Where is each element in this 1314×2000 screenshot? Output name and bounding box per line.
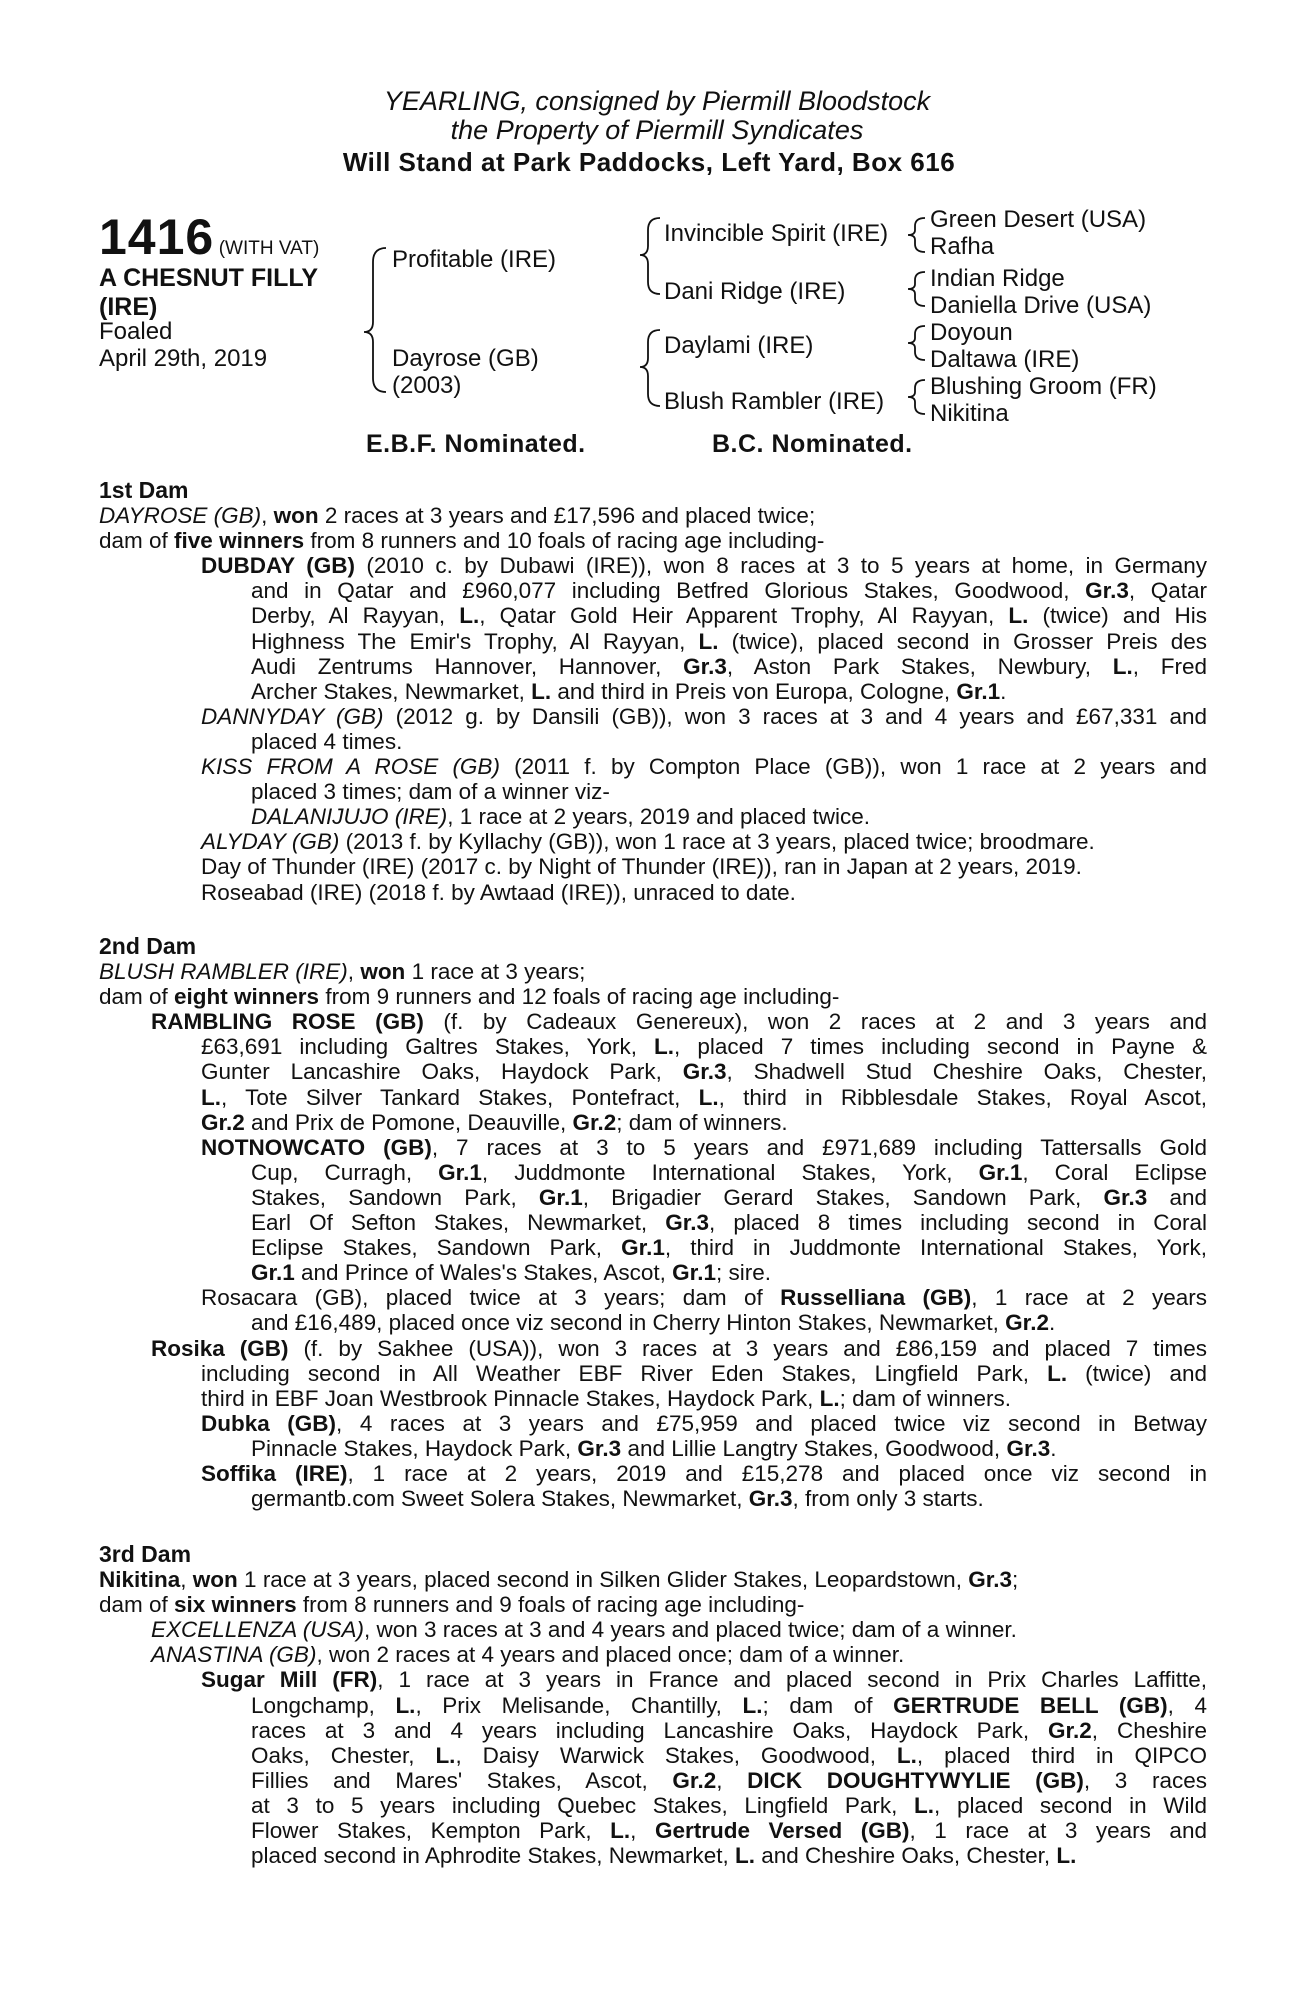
second-dam-heading: 2nd Dam bbox=[99, 933, 197, 959]
second-dam-line: Eclipse Stakes, Sandown Park, Gr.1, third in Juddmonte International Stakes, York, bbox=[251, 1235, 1207, 1261]
first-dam-line: and in Qatar and £960,077 including Betfred Glorious Stakes, Goodwood, Gr.3, Qatar bbox=[251, 578, 1207, 604]
lot-number: 1416 bbox=[99, 209, 215, 265]
bc-nomination: B.C. Nominated. bbox=[712, 430, 913, 458]
ped-sd-dam: Daniella Drive (USA) bbox=[930, 292, 1152, 319]
bracket-gen1 bbox=[364, 248, 386, 392]
bracket-ds bbox=[908, 326, 925, 360]
second-dam-line: third in EBF Joan Westbrook Pinnacle Stakes, Haydock Park, L.; dam of winners. bbox=[201, 1385, 1011, 1411]
first-dam-line: DAYROSE (GB), won 2 races at 3 years and £17,596 and placed twice; bbox=[99, 503, 816, 529]
first-dam-line: DALANIJUJO (IRE), 1 race at 2 years, 2019 and placed twice. bbox=[251, 804, 871, 830]
ped-sire-dam: Dani Ridge (IRE) bbox=[664, 278, 846, 305]
second-dam-line: Stakes, Sandown Park, Gr.1, Brigadier Gerard Stakes, Sandown Park, Gr.3 and bbox=[251, 1184, 1207, 1210]
ped-ds-dam: Daltawa (IRE) bbox=[930, 346, 1080, 373]
first-dam-line: dam of five winners from 8 runners and 10 foals of racing age including- bbox=[99, 528, 825, 554]
lot-name-line1: A CHESNUT FILLY bbox=[99, 264, 318, 292]
second-dam-line: Gr.2 and Prix de Pomone, Deauville, Gr.2; dam of winners. bbox=[201, 1109, 788, 1135]
ped-dd-sire: Blushing Groom (FR) bbox=[930, 373, 1157, 400]
second-dam-line: RAMBLING ROSE (GB) (f. by Cadeaux Genereux), won 2 races at 2 and 3 years and bbox=[151, 1009, 1207, 1035]
third-dam-line: races at 3 and 4 years including Lancashire Oaks, Haydock Park, Gr.2, Cheshire bbox=[251, 1717, 1207, 1743]
second-dam-line: Earl Of Sefton Stakes, Newmarket, Gr.3, placed 8 times including second in Coral bbox=[251, 1210, 1208, 1236]
third-dam-line: placed second in Aphrodite Stakes, Newmarket, L. and Cheshire Oaks, Chester, L. bbox=[251, 1843, 1077, 1869]
second-dam-line: Rosika (GB) (f. by Sakhee (USA)), won 3 races at 3 years and £86,159 and placed 7 times bbox=[151, 1335, 1207, 1361]
foaled-label: Foaled bbox=[99, 318, 173, 345]
bracket-sire bbox=[640, 218, 660, 294]
bracket-sd bbox=[908, 272, 925, 306]
first-dam-line: Audi Zentrums Hannover, Hannover, Gr.3, Aston Park Stakes, Newbury, L., Fred bbox=[251, 653, 1207, 679]
first-dam-line: KISS FROM A ROSE (GB) (2011 f. by Compton Place (GB)), won 1 race at 2 years and bbox=[201, 754, 1207, 780]
first-dam-line: DANNYDAY (GB) (2012 g. by Dansili (GB)), won 3 races at 3 and 4 years and £67,331 and bbox=[201, 703, 1207, 729]
second-dam-line: Soffika (IRE), 1 race at 2 years, 2019 and £15,278 and placed once viz second in bbox=[201, 1460, 1207, 1486]
first-dam-line: placed 3 times; dam of a winner viz- bbox=[251, 779, 610, 805]
ped-dam: Dayrose (GB) bbox=[392, 345, 539, 372]
second-dam-line: Gunter Lancashire Oaks, Haydock Park, Gr.3, Shadwell Stud Cheshire Oaks, Chester, bbox=[201, 1059, 1208, 1085]
third-dam-line: Flower Stakes, Kempton Park, L., Gertrude Versed (GB), 1 race at 3 years and bbox=[251, 1818, 1207, 1844]
second-dam-line: including second in All Weather EBF River Eden Stakes, Lingfield Park, L. (twice) and bbox=[201, 1360, 1207, 1386]
third-dam-line: Nikitina, won 1 race at 3 years, placed second in Silken Glider Stakes, Leopardstown, Gr.3; bbox=[99, 1567, 1019, 1593]
ped-dd-dam: Nikitina bbox=[930, 400, 1009, 427]
first-dam-line: Roseabad (IRE) (2018 f. by Awtaad (IRE)), unraced to date. bbox=[201, 879, 796, 905]
ped-sd-sire: Indian Ridge bbox=[930, 265, 1065, 292]
header-consignor: YEARLING, consigned by Piermill Bloodstock bbox=[383, 86, 931, 116]
third-dam-line: dam of six winners from 8 runners and 9 foals of racing age including- bbox=[99, 1592, 805, 1618]
ped-dam-sire: Daylami (IRE) bbox=[664, 332, 814, 359]
ped-dam-year: (2003) bbox=[392, 372, 462, 399]
first-dam-line: Day of Thunder (IRE) (2017 c. by Night of Thunder (IRE)), ran in Japan at 2 years, 2019. bbox=[201, 854, 1082, 880]
ped-sire-sire: Invincible Spirit (IRE) bbox=[664, 220, 889, 247]
first-dam-line: placed 4 times. bbox=[251, 728, 403, 754]
third-dam-line: Fillies and Mares' Stakes, Ascot, Gr.2, DICK DOUGHTYWYLIE (GB), 3 races bbox=[251, 1767, 1207, 1793]
second-dam-line: Cup, Curragh, Gr.1, Juddmonte International Stakes, York, Gr.1, Coral Eclipse bbox=[251, 1159, 1207, 1185]
third-dam-line: Oaks, Chester, L., Daisy Warwick Stakes, Goodwood, L., placed third in QIPCO bbox=[251, 1742, 1207, 1768]
third-dam-line: Longchamp, L., Prix Melisande, Chantilly, L.; dam of GERTRUDE BELL (GB), 4 bbox=[251, 1692, 1207, 1718]
second-dam-line: Pinnacle Stakes, Haydock Park, Gr.3 and Lillie Langtry Stakes, Goodwood, Gr.3. bbox=[251, 1435, 1057, 1461]
header-property: the Property of Piermill Syndicates bbox=[450, 115, 864, 145]
third-dam-line: EXCELLENZA (USA), won 3 races at 3 and 4 years and placed twice; dam of a winner. bbox=[151, 1617, 1017, 1643]
bracket-ss bbox=[908, 218, 925, 252]
foaled-date: April 29th, 2019 bbox=[99, 345, 268, 372]
second-dam-line: dam of eight winners from 9 runners and 12 foals of racing age including- bbox=[99, 984, 840, 1010]
ped-ds-sire: Doyoun bbox=[930, 319, 1013, 346]
second-dam-line: germantb.com Sweet Solera Stakes, Newmarket, Gr.3, from only 3 starts. bbox=[251, 1486, 984, 1512]
third-dam-line: at 3 to 5 years including Quebec Stakes, Lingfield Park, L., placed second in Wild bbox=[251, 1792, 1208, 1818]
second-dam-line: Gr.1 and Prince of Wales's Stakes, Ascot, Gr.1; sire. bbox=[251, 1260, 771, 1286]
second-dam-line: Dubka (GB), 4 races at 3 years and £75,959 and placed twice viz second in Betway bbox=[201, 1410, 1207, 1436]
third-dam-heading: 3rd Dam bbox=[99, 1541, 192, 1567]
third-dam-section bbox=[99, 1542, 1207, 1868]
bracket-dam bbox=[640, 330, 660, 406]
first-dam-line: Highness The Emir's Trophy, Al Rayyan, L. (twice), placed second in Grosser Preis des bbox=[251, 628, 1207, 654]
ped-ss-sire: Green Desert (USA) bbox=[930, 206, 1147, 233]
second-dam-line: BLUSH RAMBLER (IRE), won 1 race at 3 years; bbox=[99, 959, 586, 985]
third-dam-line: ANASTINA (GB), won 2 races at 4 years and placed once; dam of a winner. bbox=[151, 1642, 905, 1668]
ebf-nomination: E.B.F. Nominated. bbox=[366, 430, 586, 458]
second-dam-line: and £16,489, placed once viz second in Cherry Hinton Stakes, Newmarket, Gr.2. bbox=[251, 1310, 1056, 1336]
header-stand: Will Stand at Park Paddocks, Left Yard, Box 616 bbox=[342, 147, 956, 177]
second-dam-line: NOTNOWCATO (GB), 7 races at 3 to 5 years and £971,689 including Tattersalls Gold bbox=[201, 1134, 1207, 1160]
ped-dam-dam: Blush Rambler (IRE) bbox=[664, 388, 885, 415]
second-dam-line: £63,691 including Galtres Stakes, York, L., placed 7 times including second in Payne & bbox=[201, 1034, 1207, 1060]
lot-vat: (WITH VAT) bbox=[218, 238, 320, 259]
second-dam-line: L., Tote Silver Tankard Stakes, Pontefract, L., third in Ribblesdale Stakes, Royal Ascot, bbox=[201, 1084, 1207, 1110]
first-dam-heading: 1st Dam bbox=[99, 477, 189, 503]
first-dam-section bbox=[99, 478, 1207, 905]
first-dam-line: DUBDAY (GB) (2010 c. by Dubawi (IRE)), won 8 races at 3 to 5 years at home, in Germany bbox=[201, 553, 1207, 579]
first-dam-line: ALYDAY (GB) (2013 f. by Kyllachy (GB)), won 1 race at 3 years, placed twice; broodmare. bbox=[201, 829, 1095, 855]
ped-ss-dam: Rafha bbox=[930, 233, 995, 260]
third-dam-line: Sugar Mill (FR), 1 race at 3 years in France and placed second in Prix Charles Laffitte, bbox=[201, 1667, 1207, 1693]
bracket-dd bbox=[908, 380, 925, 414]
second-dam-line: Rosacara (GB), placed twice at 3 years; dam of Russelliana (GB), 1 race at 2 years bbox=[201, 1285, 1207, 1311]
lot-name-line2: (IRE) bbox=[99, 293, 158, 321]
first-dam-line: Derby, Al Rayyan, L., Qatar Gold Heir Apparent Trophy, Al Rayyan, L. (twice) and His bbox=[251, 603, 1207, 629]
ped-sire: Profitable (IRE) bbox=[392, 246, 557, 273]
first-dam-line: Archer Stakes, Newmarket, L. and third in Preis von Europa, Cologne, Gr.1. bbox=[251, 678, 1007, 704]
second-dam-section bbox=[99, 934, 1207, 1511]
